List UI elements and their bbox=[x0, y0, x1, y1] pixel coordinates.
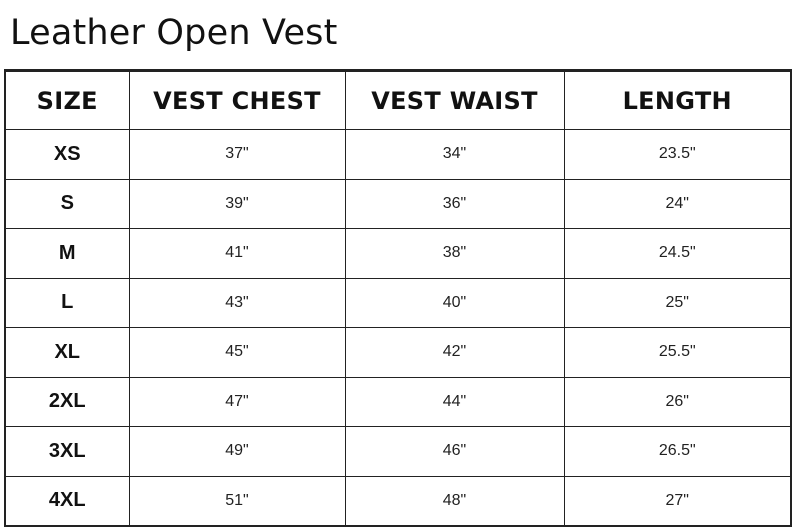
length-cell: 26.5" bbox=[564, 427, 791, 477]
page-title: Leather Open Vest bbox=[10, 13, 338, 53]
size-cell: S bbox=[5, 179, 129, 229]
size-cell: L bbox=[5, 278, 129, 328]
waist-cell: 42" bbox=[345, 328, 564, 378]
size-cell: XS bbox=[5, 130, 129, 180]
chest-cell: 49" bbox=[129, 427, 345, 477]
chest-cell: 43" bbox=[129, 278, 345, 328]
header-length: LENGTH bbox=[564, 71, 791, 130]
chest-cell: 41" bbox=[129, 229, 345, 279]
header-vest-waist: VEST WAIST bbox=[345, 71, 564, 130]
length-cell: 23.5" bbox=[564, 130, 791, 180]
chest-cell: 45" bbox=[129, 328, 345, 378]
table-row bbox=[5, 476, 791, 526]
waist-cell: 38" bbox=[345, 229, 564, 279]
size-cell: XL bbox=[5, 328, 129, 378]
table-row bbox=[5, 229, 791, 279]
length-cell: 27" bbox=[564, 476, 791, 526]
waist-cell: 48" bbox=[345, 476, 564, 526]
chest-cell: 51" bbox=[129, 476, 345, 526]
length-cell: 26" bbox=[564, 377, 791, 427]
header-vest-chest: VEST CHEST bbox=[129, 71, 345, 130]
size-cell: 2XL bbox=[5, 377, 129, 427]
table-row bbox=[5, 278, 791, 328]
table-row bbox=[5, 179, 791, 229]
table-row bbox=[5, 377, 791, 427]
waist-cell: 40" bbox=[345, 278, 564, 328]
chest-cell: 37" bbox=[129, 130, 345, 180]
size-cell: 3XL bbox=[5, 427, 129, 477]
length-cell: 24.5" bbox=[564, 229, 791, 279]
waist-cell: 34" bbox=[345, 130, 564, 180]
chest-cell: 47" bbox=[129, 377, 345, 427]
length-cell: 25.5" bbox=[564, 328, 791, 378]
waist-cell: 36" bbox=[345, 179, 564, 229]
header-size: SIZE bbox=[5, 71, 129, 130]
table-row bbox=[5, 130, 791, 180]
chest-cell: 39" bbox=[129, 179, 345, 229]
length-cell: 24" bbox=[564, 179, 791, 229]
waist-cell: 46" bbox=[345, 427, 564, 477]
size-chart-table bbox=[4, 69, 792, 527]
length-cell: 25" bbox=[564, 278, 791, 328]
header-row bbox=[5, 71, 791, 130]
size-cell: M bbox=[5, 229, 129, 279]
table-row bbox=[5, 427, 791, 477]
size-cell: 4XL bbox=[5, 476, 129, 526]
waist-cell: 44" bbox=[345, 377, 564, 427]
table-row bbox=[5, 328, 791, 378]
